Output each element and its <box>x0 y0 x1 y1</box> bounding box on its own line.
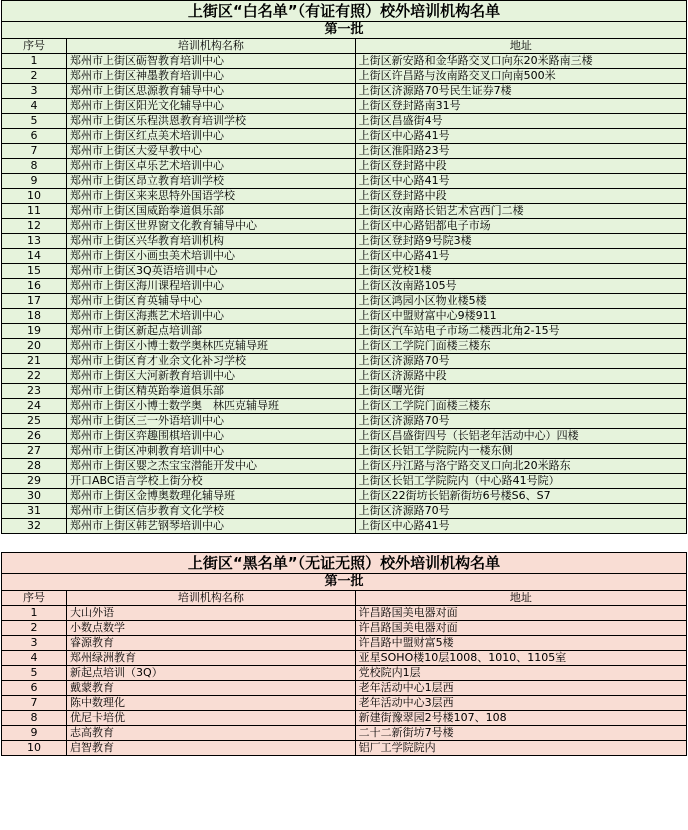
table-row <box>2 519 687 534</box>
institution-address: 上街区丹江路与洛宁路交叉口向北20米路东 <box>355 459 686 474</box>
institution-address: 上街区淮阳路23号 <box>355 144 686 159</box>
white-list-batch-row <box>2 22 687 39</box>
row-number: 6 <box>2 129 67 144</box>
institution-address: 上街区登封路中段 <box>355 189 686 204</box>
institution-address: 上街区中心路41号 <box>355 249 686 264</box>
institution-name: 小数点数学 <box>67 621 356 636</box>
row-number: 5 <box>2 666 67 681</box>
institution-address: 上街区长铝工学院院内一楼东侧 <box>355 444 686 459</box>
institution-address: 上街区济源路中段 <box>355 369 686 384</box>
row-number: 16 <box>2 279 67 294</box>
row-number: 30 <box>2 489 67 504</box>
institution-address: 新建街豫翠园2号楼107、108 <box>355 711 686 726</box>
institution-address: 上街区22街坊长铝新街坊6号楼S6、S7 <box>355 489 686 504</box>
institution-name: 郑州市上街区金博奥数理化辅导班 <box>67 489 356 504</box>
table-row <box>2 369 687 384</box>
row-number: 11 <box>2 204 67 219</box>
institution-name: 戴蒙教育 <box>67 681 356 696</box>
table-row <box>2 204 687 219</box>
row-number: 27 <box>2 444 67 459</box>
table-row <box>2 681 687 696</box>
institution-address: 上街区汝南路长铝艺术宫西门二楼 <box>355 204 686 219</box>
institution-address: 亚星SOHO楼10层1008、1010、1105室 <box>355 651 686 666</box>
institution-address: 上街区济源路70号 <box>355 414 686 429</box>
row-number: 24 <box>2 399 67 414</box>
institution-name: 郑州市上街区小画虫美术培训中心 <box>67 249 356 264</box>
white-list-batch: 第一批 <box>2 22 687 39</box>
institution-address: 上街区曙光街 <box>355 384 686 399</box>
institution-name: 陈中数理化 <box>67 696 356 711</box>
row-number: 23 <box>2 384 67 399</box>
table-row <box>2 249 687 264</box>
table-row <box>2 69 687 84</box>
institution-name: 启智教育 <box>67 741 356 756</box>
institution-address: 上街区昌盛街四号（长铝老年活动中心）四楼 <box>355 429 686 444</box>
row-number: 15 <box>2 264 67 279</box>
institution-address: 上街区汽车站电子市场二楼西北角2-15号 <box>355 324 686 339</box>
institution-name: 郑州市上街区乐程洪恩教育培训学校 <box>67 114 356 129</box>
column-header-name: 培训机构名称 <box>67 39 356 54</box>
table-row <box>2 84 687 99</box>
institution-address: 上街区中盟财富中心9楼911 <box>355 309 686 324</box>
row-number: 4 <box>2 99 67 114</box>
institution-name: 睿源教育 <box>67 636 356 651</box>
white-list-header-row <box>2 39 687 54</box>
row-number: 28 <box>2 459 67 474</box>
table-row <box>2 174 687 189</box>
table-row <box>2 444 687 459</box>
institution-address: 上街区济源路70号 <box>355 504 686 519</box>
row-number: 18 <box>2 309 67 324</box>
table-row <box>2 711 687 726</box>
institution-name: 郑州市上街区神墨教育培训中心 <box>67 69 356 84</box>
row-number: 14 <box>2 249 67 264</box>
institution-name: 开口ABC语言学校上街分校 <box>67 474 356 489</box>
row-number: 10 <box>2 189 67 204</box>
institution-name: 郑州市上街区韩艺钢琴培训中心 <box>67 519 356 534</box>
row-number: 7 <box>2 696 67 711</box>
table-row <box>2 294 687 309</box>
table-row <box>2 459 687 474</box>
black-list-batch: 第一批 <box>2 574 687 591</box>
row-number: 20 <box>2 339 67 354</box>
row-number: 19 <box>2 324 67 339</box>
institution-address: 上街区许昌路与汝南路交叉口向南500米 <box>355 69 686 84</box>
institution-address: 上街区工学院门面楼三楼东 <box>355 339 686 354</box>
row-number: 10 <box>2 741 67 756</box>
row-number: 13 <box>2 234 67 249</box>
table-row <box>2 324 687 339</box>
institution-address: 上街区中心路铝都电子市场 <box>355 219 686 234</box>
table-row <box>2 636 687 651</box>
row-number: 21 <box>2 354 67 369</box>
table-row <box>2 651 687 666</box>
institution-name: 优尼卡培优 <box>67 711 356 726</box>
institution-name: 郑州市上街区红点美术培训中心 <box>67 129 356 144</box>
table-row <box>2 279 687 294</box>
column-header-name: 培训机构名称 <box>67 591 356 606</box>
table-row <box>2 264 687 279</box>
institution-name: 郑州市上街区冲刺教育培训中心 <box>67 444 356 459</box>
table-row <box>2 606 687 621</box>
table-row <box>2 354 687 369</box>
table-row <box>2 114 687 129</box>
row-number: 2 <box>2 621 67 636</box>
row-number: 25 <box>2 414 67 429</box>
row-number: 9 <box>2 726 67 741</box>
row-number: 3 <box>2 84 67 99</box>
table-row <box>2 54 687 69</box>
institution-name: 郑州市上街区弈趣围棋培训中心 <box>67 429 356 444</box>
row-number: 8 <box>2 159 67 174</box>
institution-address: 上街区中心路41号 <box>355 174 686 189</box>
institution-address: 上街区鸿园小区物业楼5楼 <box>355 294 686 309</box>
institution-name: 郑州市上街区世界窗文化教育辅导中心 <box>67 219 356 234</box>
institution-address: 许昌路国美电器对面 <box>355 606 686 621</box>
table-row <box>2 309 687 324</box>
institution-name: 大山外语 <box>67 606 356 621</box>
institution-address: 上街区长铝工学院院内（中心路41号院） <box>355 474 686 489</box>
institution-name: 郑州市上街区砺智教育培训中心 <box>67 54 356 69</box>
institution-name: 郑州市上街区卓乐艺术培训中心 <box>67 159 356 174</box>
institution-address: 许昌路国美电器对面 <box>355 621 686 636</box>
column-header-no: 序号 <box>2 591 67 606</box>
table-row <box>2 399 687 414</box>
row-number: 5 <box>2 114 67 129</box>
table-row <box>2 189 687 204</box>
row-number: 26 <box>2 429 67 444</box>
institution-address: 上街区中心路41号 <box>355 519 686 534</box>
institution-name: 郑州绿洲教育 <box>67 651 356 666</box>
institution-address: 上街区党校1楼 <box>355 264 686 279</box>
black-list-batch-row <box>2 574 687 591</box>
table-row <box>2 741 687 756</box>
row-number: 32 <box>2 519 67 534</box>
white-list-table <box>1 0 687 534</box>
institution-address: 铝厂工学院院内 <box>355 741 686 756</box>
row-number: 17 <box>2 294 67 309</box>
table-row <box>2 414 687 429</box>
institution-address: 上街区登封路中段 <box>355 159 686 174</box>
institution-name: 郑州市上街区信步教育文化学校 <box>67 504 356 519</box>
institution-address: 上街区汝南路105号 <box>355 279 686 294</box>
row-number: 7 <box>2 144 67 159</box>
institution-name: 郑州市上街区阳光文化辅导中心 <box>67 99 356 114</box>
table-row <box>2 621 687 636</box>
row-number: 9 <box>2 174 67 189</box>
row-number: 4 <box>2 651 67 666</box>
institution-name: 郑州市上街区精英跆拳道俱乐部 <box>67 384 356 399</box>
institution-address: 上街区昌盛街4号 <box>355 114 686 129</box>
black-list-title: 上街区“黑名单”（无证无照）校外培训机构名单 <box>2 553 687 574</box>
table-row <box>2 219 687 234</box>
table-row <box>2 489 687 504</box>
table-row <box>2 429 687 444</box>
table-row <box>2 666 687 681</box>
institution-address: 老年活动中心3层西 <box>355 696 686 711</box>
row-number: 29 <box>2 474 67 489</box>
institution-name: 郑州市上街区育才业余文化补习学校 <box>67 354 356 369</box>
institution-name: 郑州市上街区来来思特外国语学校 <box>67 189 356 204</box>
row-number: 31 <box>2 504 67 519</box>
institution-address: 上街区新安路和金华路交叉口向东20米路南三楼 <box>355 54 686 69</box>
institution-name: 郑州市上街区婴之杰宝宝潜能开发中心 <box>67 459 356 474</box>
institution-address: 上街区中心路41号 <box>355 129 686 144</box>
row-number: 8 <box>2 711 67 726</box>
row-number: 6 <box>2 681 67 696</box>
black-list-table <box>1 552 687 756</box>
column-header-address: 地址 <box>355 39 686 54</box>
institution-name: 郑州市上街区大爱早教中心 <box>67 144 356 159</box>
institution-address: 上街区登封路9号院3楼 <box>355 234 686 249</box>
table-row <box>2 474 687 489</box>
institution-name: 郑州市上街区昂立教育培训学校 <box>67 174 356 189</box>
column-header-no: 序号 <box>2 39 67 54</box>
row-number: 22 <box>2 369 67 384</box>
institution-name: 郑州市上街区新起点培训部 <box>67 324 356 339</box>
institution-address: 许昌路中盟财富5楼 <box>355 636 686 651</box>
institution-name: 郑州市上街区海燕艺术培训中心 <box>67 309 356 324</box>
institution-name: 郑州市上街区三一外语培训中心 <box>67 414 356 429</box>
institution-address: 二十二新街坊7号楼 <box>355 726 686 741</box>
table-row <box>2 234 687 249</box>
institution-name: 郑州市上街区3Q英语培训中心 <box>67 264 356 279</box>
table-row <box>2 159 687 174</box>
table-row <box>2 99 687 114</box>
table-row <box>2 504 687 519</box>
institution-address: 上街区登封路南31号 <box>355 99 686 114</box>
institution-address: 党校院内1层 <box>355 666 686 681</box>
black-list-title-row <box>2 553 687 574</box>
table-row <box>2 144 687 159</box>
black-list-header-row <box>2 591 687 606</box>
white-list-title-row <box>2 1 687 22</box>
institution-name: 郑州市上街区兴华教育培训机构 <box>67 234 356 249</box>
institution-name: 郑州市上街区育英辅导中心 <box>67 294 356 309</box>
institution-name: 郑州市上街区小博士数学奥林匹克辅导班 <box>67 339 356 354</box>
institution-address: 上街区工学院门面楼三楼东 <box>355 399 686 414</box>
table-row <box>2 696 687 711</box>
column-header-address: 地址 <box>355 591 686 606</box>
table-row <box>2 339 687 354</box>
white-list-title: 上街区“白名单”（有证有照）校外培训机构名单 <box>2 1 687 22</box>
institution-name: 志高教育 <box>67 726 356 741</box>
institution-name: 新起点培训（3Q） <box>67 666 356 681</box>
institution-name: 郑州市上街区思源教育辅导中心 <box>67 84 356 99</box>
table-row <box>2 726 687 741</box>
row-number: 1 <box>2 606 67 621</box>
table-row <box>2 129 687 144</box>
institution-address: 老年活动中心1层西 <box>355 681 686 696</box>
institution-name: 郑州市上街区国威跆拳道俱乐部 <box>67 204 356 219</box>
institution-name: 郑州市上街区海川课程培训中心 <box>67 279 356 294</box>
row-number: 1 <box>2 54 67 69</box>
institution-address: 上街区济源路70号 <box>355 354 686 369</box>
institution-name: 郑州市上街区小博士数学奥 林匹克辅导班 <box>67 399 356 414</box>
institution-name: 郑州市上街区大河新教育培训中心 <box>67 369 356 384</box>
row-number: 12 <box>2 219 67 234</box>
row-number: 3 <box>2 636 67 651</box>
section-gap <box>0 534 688 552</box>
row-number: 2 <box>2 69 67 84</box>
table-row <box>2 384 687 399</box>
institution-address: 上街区济源路70号民生证券7楼 <box>355 84 686 99</box>
